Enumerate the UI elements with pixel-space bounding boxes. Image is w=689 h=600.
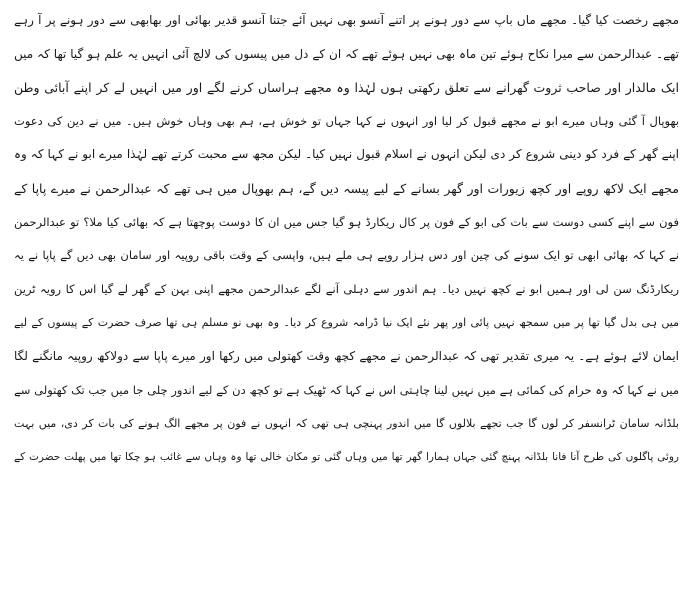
text-line-11: ایمان لائے ہوئے ہے۔ یہ میری تقدیر تھی کہ عبدالرحمن نے مجھے کچھ وقت کھتولی میں رکھا اور میرے پاپا سے دولاکھ روپیہ مانگنے لگا	[14, 348, 679, 363]
text-line-2: تھے۔ عبدالرحمن سے میرا نکاح ہوئے تین ماہ بھی نہیں ہوئے تھے کہ ان کے دل میں پیسوں کی لالچ آئی انہیں یہ علم ہو گیا تھا کہ میں	[14, 46, 679, 61]
text-line-12: میں نے کہا کہ وہ حرام کی کمائی ہے میں نہیں لینا چاہتی اس نے کہا کہ ٹھیک ہے تو کچھ دن کے لیے اندور چلی جا میں جب تک کھتولی سے	[14, 382, 679, 397]
text-line-3: ایک مالدار اور صاحب ثروت گھرانے سے تعلق رکھتی ہوں لہٰذا وہ مجھے ہراساں کرنے لگے اور میں انہیں لے کر اپنے آبائی وطن	[14, 80, 679, 96]
text-line-9: ریکارڈنگ سن لی اور ہمیں ابو نے کچھ نہیں دیا۔ ہم اندور سے دہلی آنے لگے عبدالرحمن مجھے اپنی بہن کے گھر لے گیا اس کا رویہ ٹرین	[14, 281, 679, 296]
text-line-4: بھوپال آ گئی وہاں میرے ابو نے مجھے قبول کر لیا اور انہوں نے کہا جہاں تو خوش ہے، ہم بھی وہاں خوش ہیں۔ میں نے دین کی دعوت	[14, 113, 679, 128]
text-line-8: نے کہا کہ بھائی ابھی تو ایک سونے کی چین اور دس ہزار روپے ہی ملے ہیں، واپسی کے وقت باقی روپیہ اور سامان بھی دیں گے پاپا نے یہ	[14, 248, 679, 263]
text-line-6: مجھے ایک لاکھ روپے اور کچھ زیورات اور گھر بسانے کے لیے پیسہ دیں گے، ہم بھوپال میں ہی تھے کہ عبدالرحمن نے میرے پاپا کے	[14, 180, 679, 196]
text-line-10: میں ہی بدل گیا تھا پر میں سمجھ نہیں پائی اور پھر نئے ایک نیا ڈرامہ شروع کر دیا۔ وہ بھی نو مسلم ہی تھا صرف حضرت کے پیسوں کے لیے	[14, 316, 679, 330]
text-line-14: روئی پاگلوں کی طرح آنا فانا بلڈانہ پہنچ گئی جہاں ہمارا گھر تھا میں وہاں گئی تو مکان خالی تھا وہ وہاں سے غائب ہو چکا تھا میں پھلت حضرت کے	[14, 450, 679, 463]
text-line-13: بلڈانہ سامان ٹرانسفر کر لوں گا جب تجھے بلالوں گا میں اندور پہنچی ہی تھی کہ انہوں نے فون پر مجھے الگ ہونے کی بات کر دی، میں بہت	[14, 417, 679, 431]
text-line-1: مجھے رخصت کیا گیا۔ مجھے ماں باپ سے دور ہونے پر اتنے آنسو بھی نہیں آئے جتنا آنسو قدیر بھائی اور بھابھی سے دور ہونے پر آ رہے	[14, 13, 679, 27]
text-line-5: اپنے گھر کے فرد کو دینی شروع کر دی لیکن انہوں نے اسلام قبول نہیں کیا۔ لیکن مجھ سے محبت کرتے تھے لہٰذا میرے ابو نے کہا کہ وہ	[14, 147, 679, 162]
text-line-7: فون سے اپنے کسی دوست سے بات کی ابو کے فون پر کال ریکارڈ ہو گیا جس میں ان کا دوست پوچھتا ہے کہ بھائی کیا ملا؟ تو عبدالرحمن	[14, 214, 679, 229]
